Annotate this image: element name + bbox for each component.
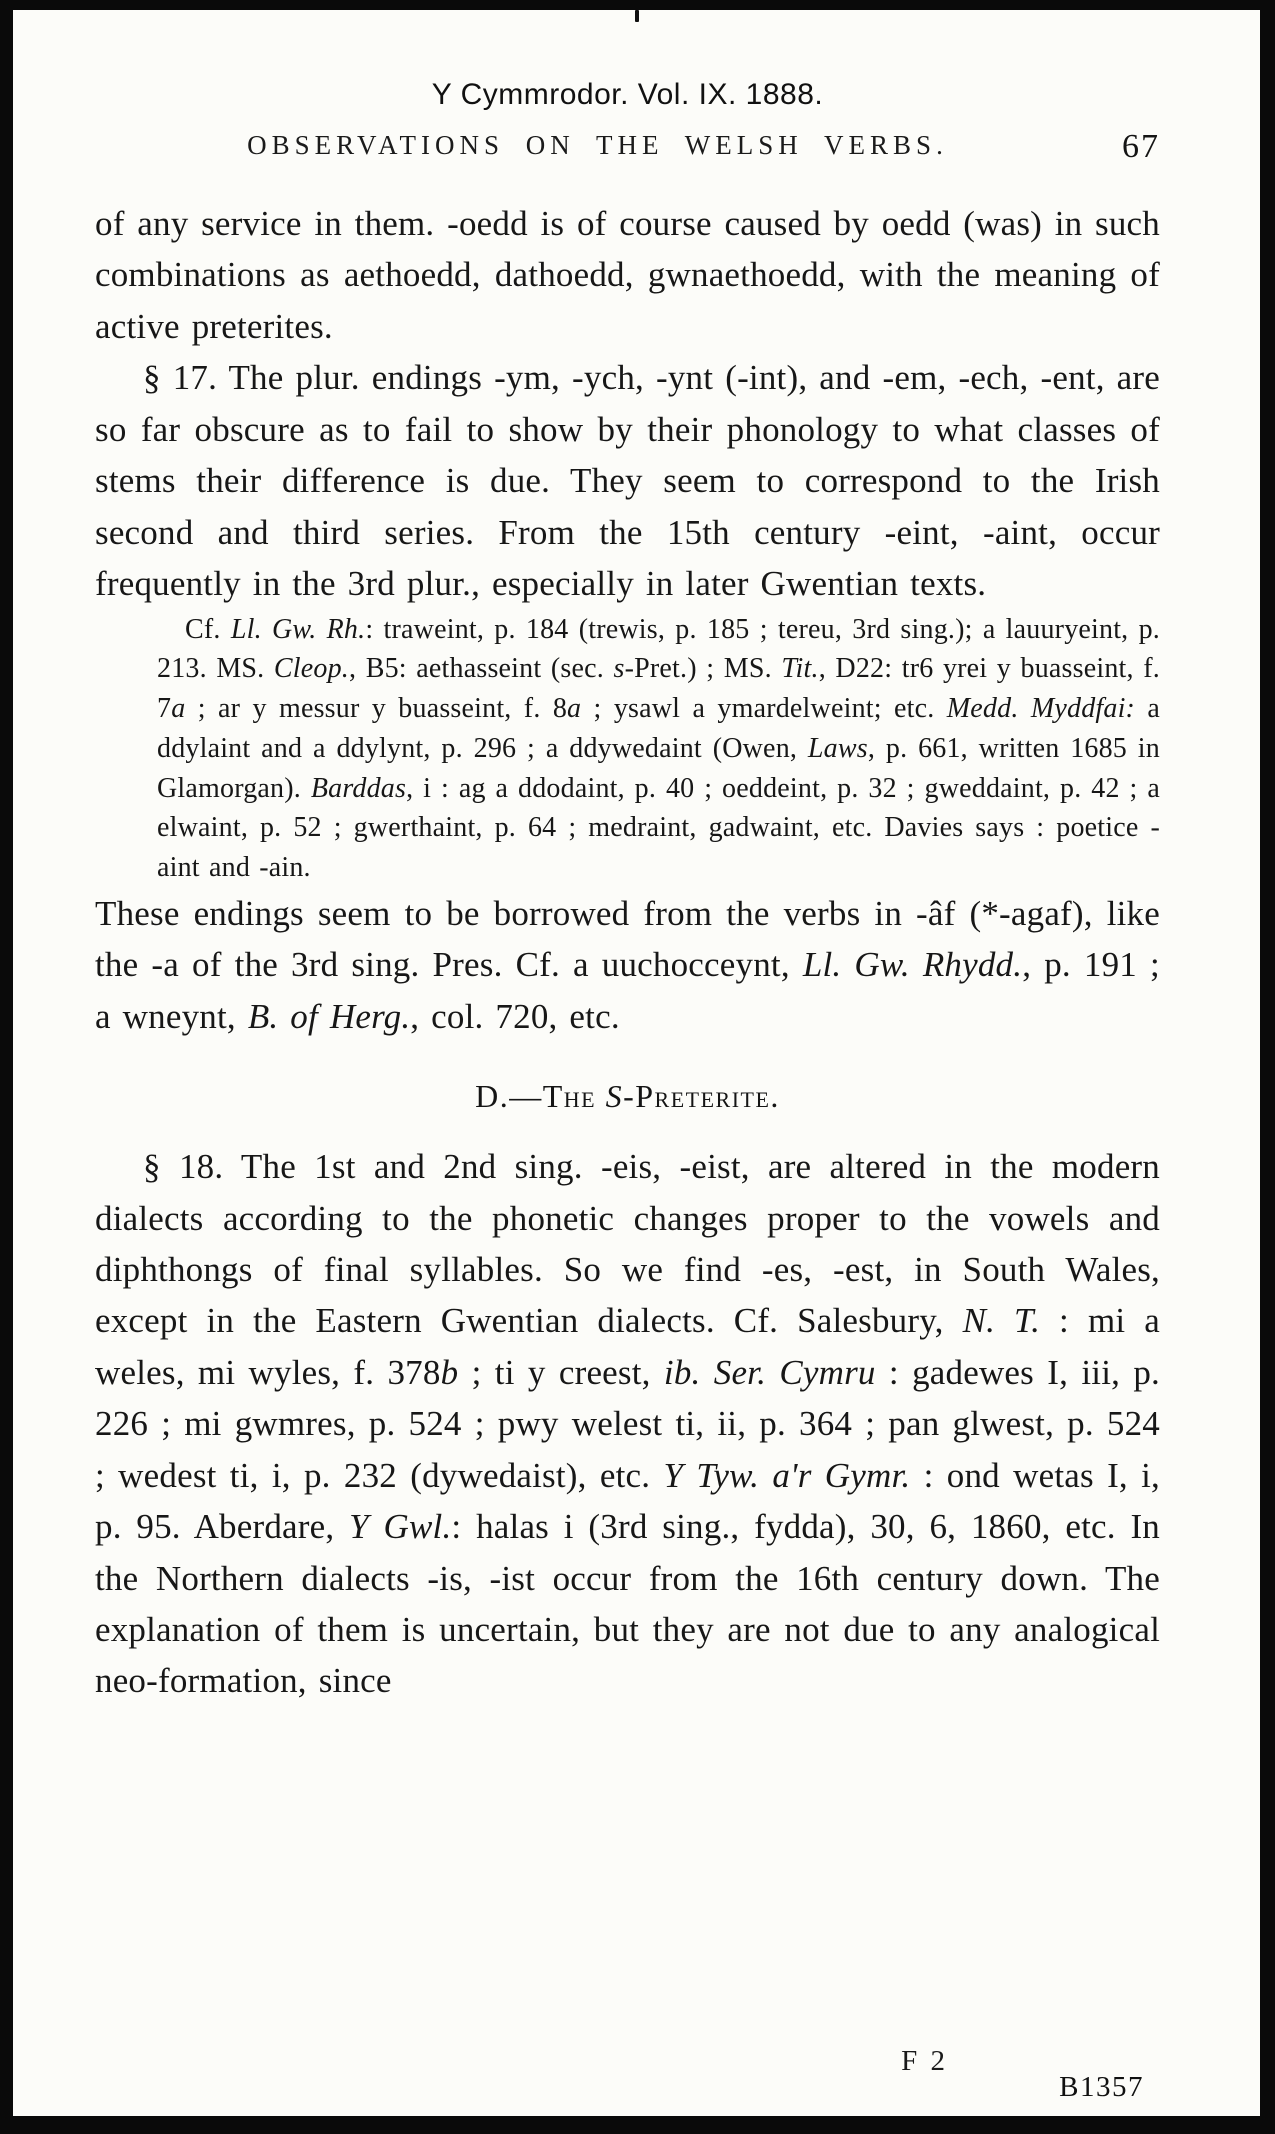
body-copy — [95, 198, 1160, 1707]
paragraph-section-18: § 18. The 1st and 2nd sing. -eis, -eist, are altered in the modern dialects according to the phonetic changes proper to the vowels and diphthongs of final syllables. So we find -es, -est, in South Wales, except in the Eastern Gwentian dialects. Cf. Salesbury, N. T. : mi a weles, mi wyles, f. 378b ; ti y creest, ib. Ser. Cymru : gadewes I, iii, p. 226 ; mi gwmres, p. 524 ; pwy welest ti, ii, p. 364 ; pan glwest, p. 524 ; wedest ti, i, p. 232 (dywedaist), etc. Y Tyw. a'r Gymr. : ond wetas I, i, p. 95. Aberdare, Y Gwl.: halas i (3rd sing., fydda), 30, 6, 1860, etc. In the Northern dialects -is, -ist occur from the 16th century down. The explanation of them is uncertain, but they are not due to any analogical neo-formation, since — [95, 1147, 1161, 1701]
running-head: OBSERVATIONS ON THE WELSH VERBS. — [247, 130, 948, 160]
text-block — [13, 10, 1260, 1707]
running-head-row — [95, 130, 1160, 174]
page-number: 67 — [1122, 128, 1160, 165]
volume-header: Y Cymmrodor. Vol. IX. 1888. — [431, 78, 824, 111]
footer-signature-mark: F 2 — [901, 2045, 948, 2077]
small-print-citations: Cf. Ll. Gw. Rh.: traweint, p. 184 (trewis, p. 185 ; tereu, 3rd sing.); a lauuryeint, p. 213. MS. Cleop., B5: aethasseint (sec. s-Pret.) ; MS. Tit., D22: tr6 yrei y buasseint, f. 7a ; ar y messur y buasseint, f. 8a ; ysawl a ymardelweint; etc. Medd. Myddfai: a ddylaint and a ddylynt, p. 296 ; a ddywedaint (Owen, Laws, p. 661, written 1685 in Glamorgan). Barddas, i : ag a ddodaint, p. 40 ; oeddeint, p. 32 ; gweddaint, p. 42 ; a elwaint, p. 52 ; gwerthaint, p. 64 ; medraint, gadwaint, etc. Davies says : poetice -aint and -ain. — [157, 613, 1161, 883]
paragraph-section-17: § 17. The plur. endings -ym, -ych, -ynt (-int), and -em, -ech, -ent, are so far obscure as to fail to show by their phonology to what classes of stems their difference is due. They seem to correspond to the Irish second and third series. From the 15th century -eint, -aint, occur frequently in the 3rd plur., especially in later Gwentian texts. — [95, 358, 1160, 604]
book-page — [13, 10, 1260, 2116]
scan-top-mark — [635, 10, 639, 22]
section-heading-s-preterite: D.—The S-Preterite. — [475, 1078, 780, 1115]
paragraph-continuation: of any service in them. -oedd is of course caused by oedd (was) in such combinations as aethoedd, dathoedd, gwnaethoedd, with the meaning of active preterites. — [95, 204, 1160, 346]
paragraph-these-endings: These endings seem to be borrowed from the verbs in -âf (*-agaf), like the -a of the 3rd sing. Pres. Cf. a uuchocceynt, Ll. Gw. Rhydd., p. 191 ; a wneynt, B. of Herg., col. 720, etc. — [95, 893, 1160, 1036]
footer-shelfmark: B1357 — [1059, 2071, 1144, 2103]
